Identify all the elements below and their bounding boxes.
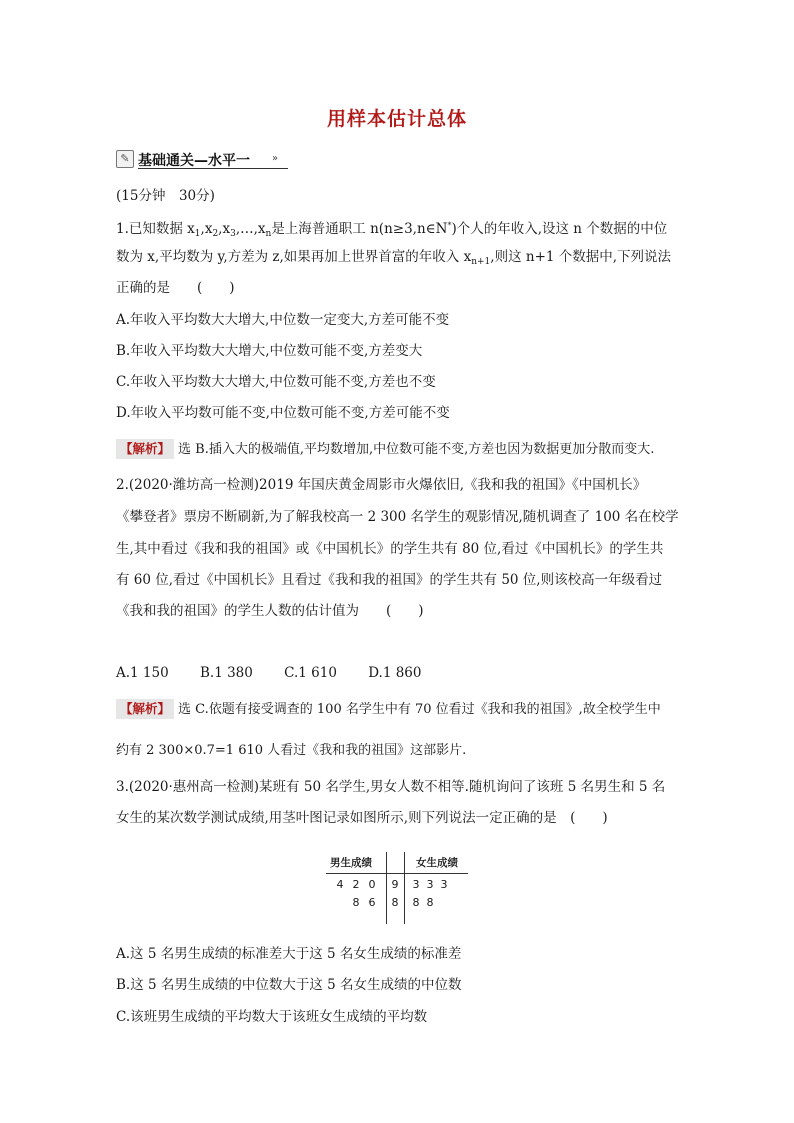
male-leaf: 4 [336, 878, 344, 891]
double-chevron-icon: » [272, 153, 279, 164]
q2-line-3: 生,其中看过《我和我的祖国》或《中国机长》的学生共有 80 位,看过《中国机长》的学生共 [116, 541, 664, 557]
page-title: 用样本估计总体 [326, 108, 467, 130]
stem: 9 [391, 878, 399, 891]
q2-analysis-1: 【解析】 选 C.依题有接受调查的 100 名学生中有 70 位看过《我和我的祖国》,故全校学生中 [116, 699, 661, 720]
q2-analysis-2: 约有 2 300×0.7=1 610 人看过《我和我的祖国》这部影片. [116, 743, 467, 758]
male-leaf: 0 [368, 878, 376, 891]
female-leaf: 8 [412, 896, 420, 909]
q2-options: A.1 150 B.1 380 C.1 610 D.1 860 [116, 665, 422, 681]
q1-analysis: 【解析】 选 B.插入大的极端值,平均数增加,中位数可能不变,方差也因为数据更加分散而变大. [116, 439, 654, 460]
q1-line-3: 正确的是 ( ) [116, 280, 235, 296]
q3-line-1: 3.(2020·惠州高一检测)某班有 50 名学生,男女人数不相等.随机询问了该班 5 名男生和 5 名 [116, 779, 666, 795]
table-divider-left [386, 852, 387, 924]
q1-line-1: 1.已知数据 $x_1,x_2,x_3,\dots,x_n$是上海普通职工 n(n≥3,n∈N*)个人的年收入,设这 n 个数据的中位 [116, 221, 668, 239]
stem-leaf-table [326, 852, 468, 924]
q1-option-a: A.年收入平均数大大增大,中位数一定变大,方差可能不变 [116, 312, 450, 328]
male-leaf: 6 [368, 896, 376, 909]
male-leaf: 2 [352, 878, 360, 891]
analysis-tag: 【解析】 [116, 699, 174, 719]
male-header: 男生成绩 [330, 857, 372, 869]
time-note: (15分钟 30分) [116, 188, 215, 204]
section-label: 基础通关—水平一 [138, 153, 250, 169]
female-leaf: 3 [440, 878, 448, 891]
female-leaf: 3 [412, 878, 420, 891]
table-header-line [326, 873, 468, 874]
q1-option-c: C.年收入平均数大大增大,中位数可能不变,方差也不变 [116, 374, 436, 390]
q3-option-a: A.这 5 名男生成绩的标准差大于这 5 名女生成绩的标准差 [116, 946, 462, 962]
q2-line-4: 有 60 位,看过《中国机长》且看过《我和我的祖国》的学生共有 50 位,则该校高一年级看过 [116, 572, 663, 588]
q1-line-2: 数为 x,平均数为 y,方差为 z,如果再加上世界首富的年收入 $x_{n+1}$,则这 n+1 个数据中,下列说法 [116, 249, 672, 267]
stem: 8 [391, 896, 399, 909]
analysis-tag: 【解析】 [116, 439, 174, 459]
q3-option-c: C.该班男生成绩的平均数大于该班女生成绩的平均数 [116, 1009, 428, 1025]
lightbulb-icon: ✎ [116, 150, 134, 168]
q2-line-1: 2.(2020·潍坊高一检测)2019 年国庆黄金周影市火爆依旧,《我和我的祖国》《中国机长》 [116, 477, 647, 493]
table-divider-right [404, 852, 405, 924]
q3-option-b: B.这 5 名男生成绩的中位数大于这 5 名女生成绩的中位数 [116, 977, 462, 993]
male-leaf: 8 [352, 896, 360, 909]
female-leaf: 3 [426, 878, 434, 891]
section-header [116, 150, 288, 170]
q1-option-b: B.年收入平均数大大增大,中位数可能不变,方差变大 [116, 343, 423, 359]
q3-line-2: 女生的某次数学测试成绩,用茎叶图记录如图所示,则下列说法一定正确的是 ( ) [116, 810, 608, 826]
q2-line-5: 《我和我的祖国》的学生人数的估计值为 ( ) [116, 603, 424, 619]
female-leaf: 8 [426, 896, 434, 909]
female-header: 女生成绩 [416, 857, 458, 869]
q1-option-d: D.年收入平均数可能不变,中位数可能不变,方差可能不变 [116, 405, 450, 421]
section-underline [138, 168, 288, 169]
q2-line-2: 《攀登者》票房不断刷新,为了解我校高一 2 300 名学生的观影情况,随机调查了 100 名在校学 [116, 509, 679, 525]
